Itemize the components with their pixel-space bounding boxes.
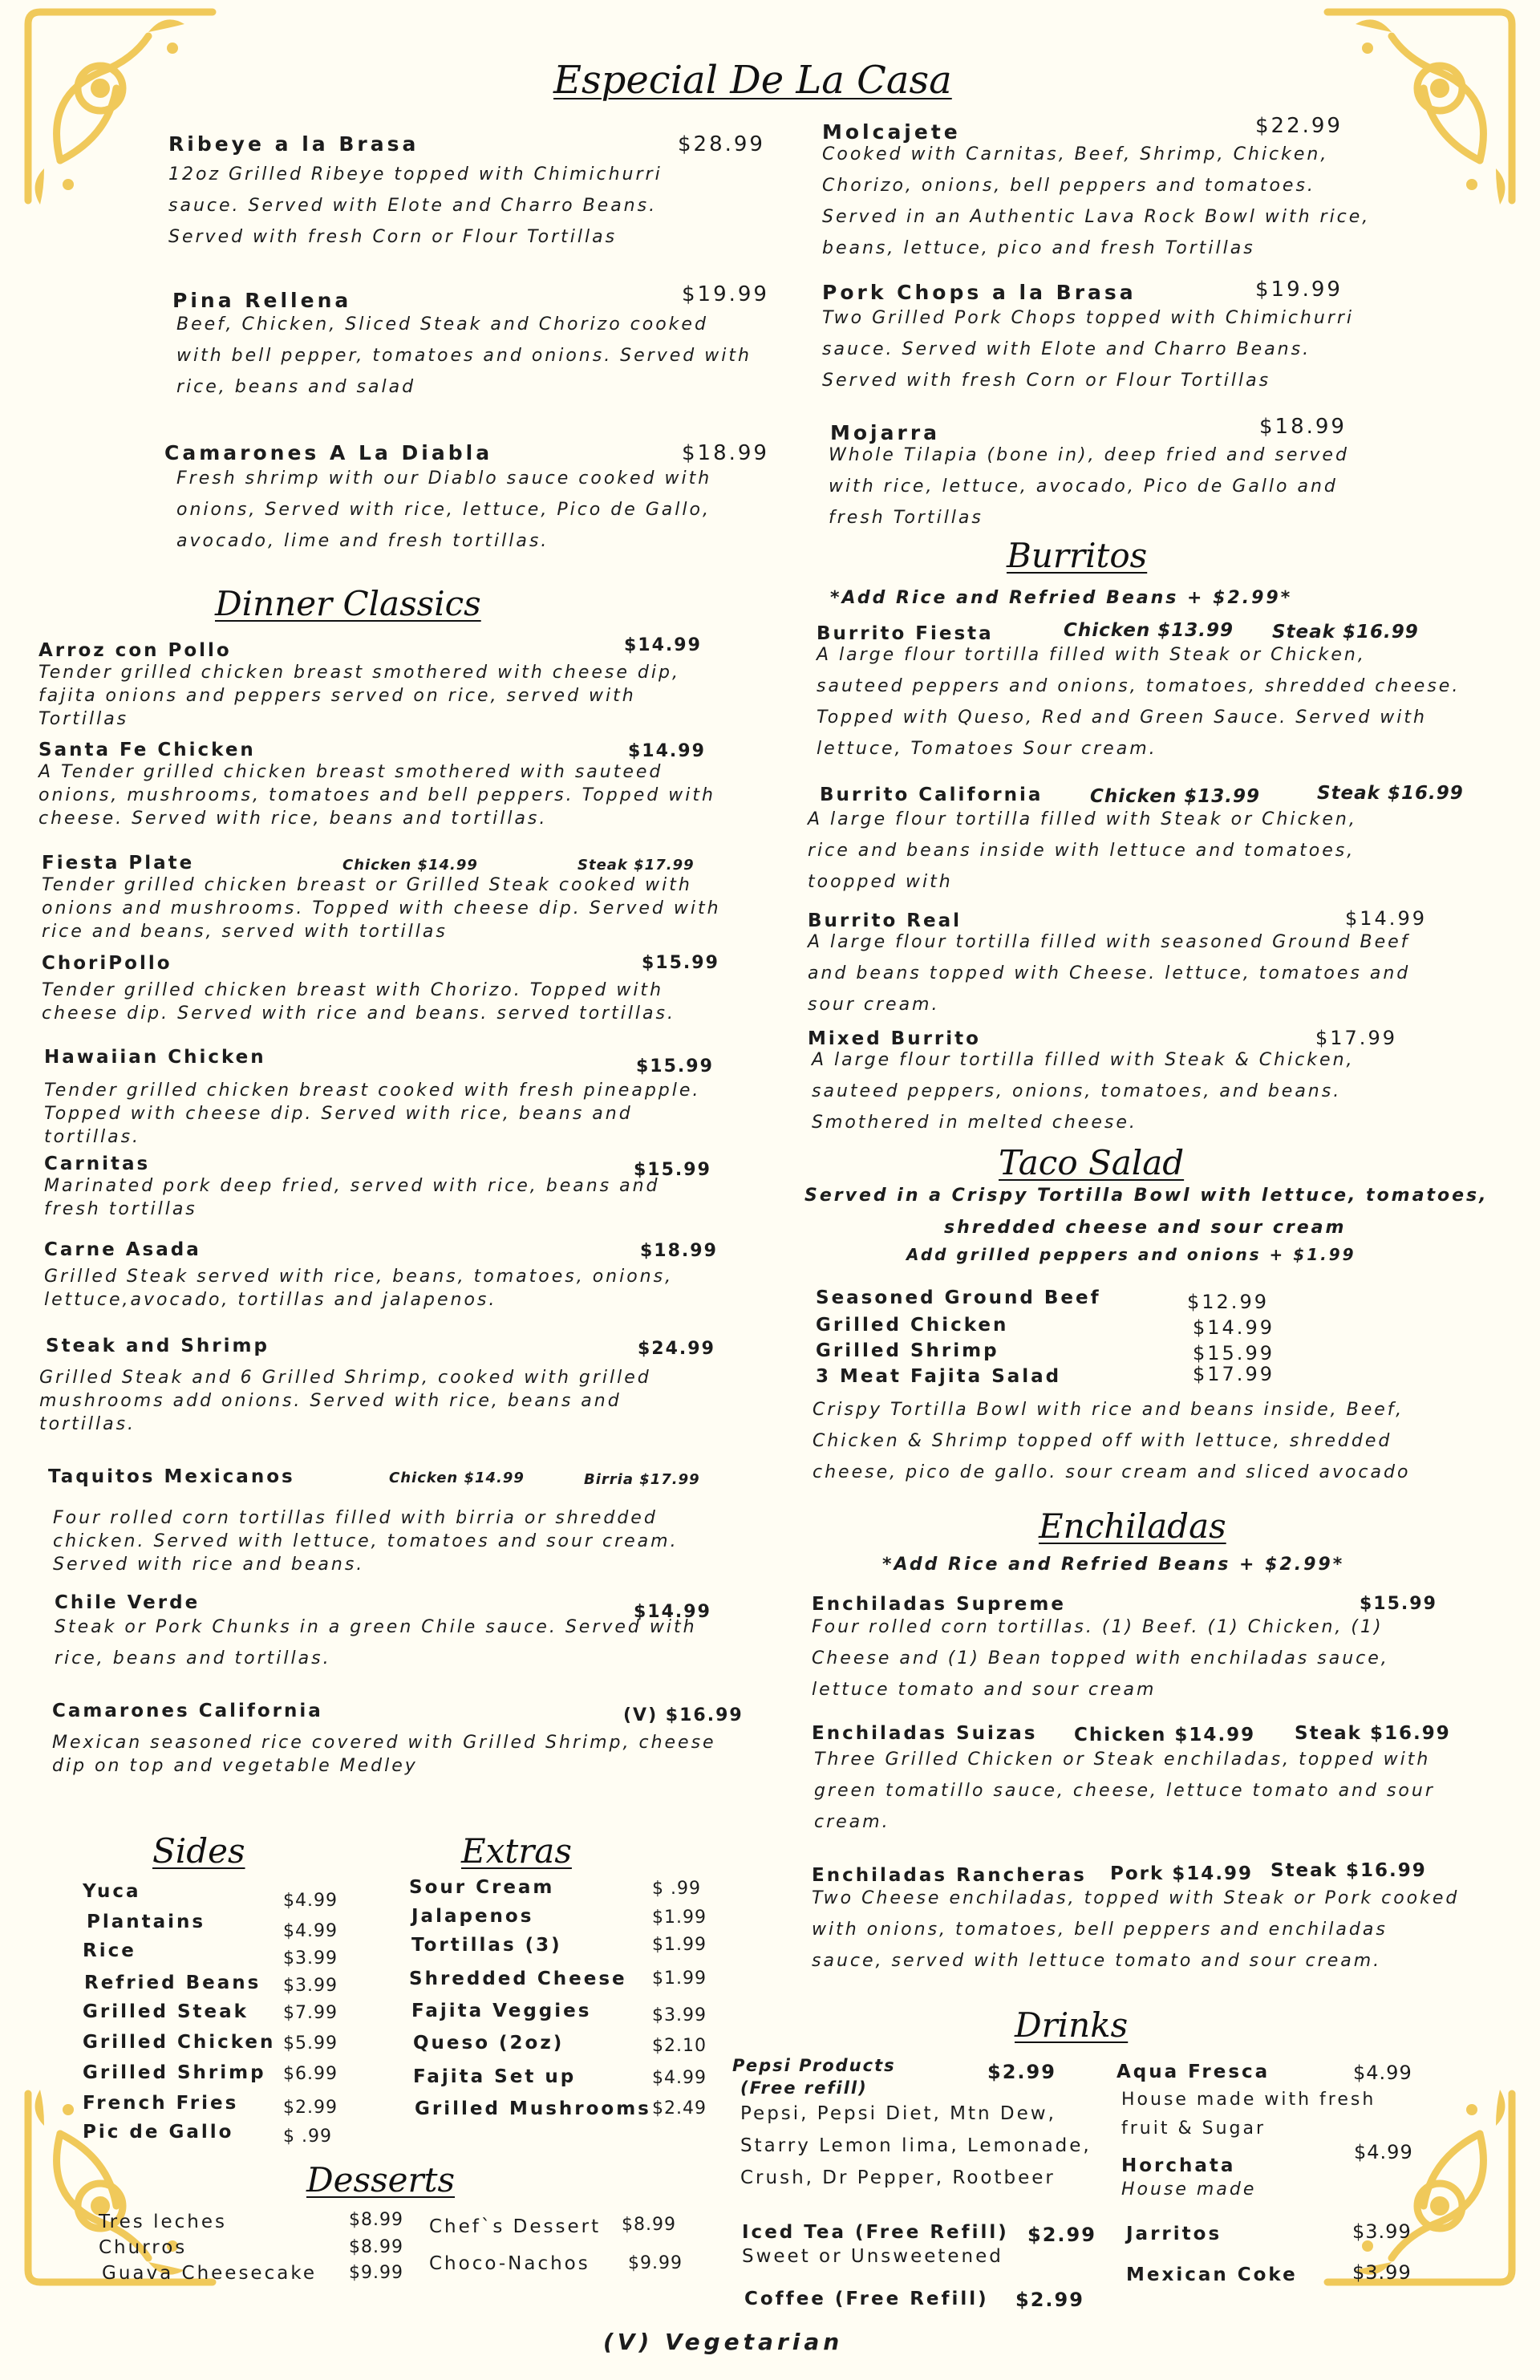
menu-item-burrito-real — [808, 907, 1514, 1020]
especial-title: Especial De La Casa — [553, 58, 952, 103]
item-name: Coffee (Free Refill) — [744, 2289, 989, 2309]
menu-item-taquitos-mexicanos — [48, 1466, 770, 1576]
burritos-title: Burritos — [1007, 536, 1148, 575]
list-item: Choco-Nachos $9.99 — [429, 2253, 683, 2274]
item-name: Enchiladas Supreme — [812, 1594, 1066, 1615]
item-name: Carne Asada — [44, 1239, 201, 1260]
item-name: Steak and Shrimp — [46, 1336, 270, 1356]
list-item: Fajita Set up $4.99 — [413, 2066, 707, 2088]
list-item: Queso (2oz) $2.10 — [413, 2033, 707, 2056]
menu-item-mixed-burrito — [808, 1028, 1514, 1138]
item-price: $19.99 — [682, 282, 769, 306]
item-desc: Tender grilled chicken breast smothered with cheese dip, fajita onions and peppers served on rice, served with Tortillas — [38, 663, 680, 729]
list-item: Guava Cheesecake $9.99 — [102, 2263, 403, 2284]
list-item: Shredded Cheese $1.99 — [409, 1968, 707, 1989]
item-price: $19.99 — [1255, 278, 1343, 302]
item-desc: Tender grilled chicken breast cooked with fresh pineapple. Topped with cheese dip. Served with rice, beans and tortillas. — [44, 1081, 701, 1147]
drinks-title: Drinks — [1015, 2005, 1129, 2045]
item-name: Aqua Fresca — [1116, 2062, 1270, 2082]
item-name: ChoriPollo — [42, 953, 172, 974]
menu-item-mojarra — [829, 415, 1456, 533]
list-item: Jalapenos $1.99 — [411, 1906, 707, 1928]
item-name: Mojarra — [830, 421, 941, 444]
item-name: Burrito California — [820, 785, 1044, 805]
menu-item-coffee — [744, 2289, 1105, 2309]
list-item: Grilled Chicken $5.99 — [83, 2032, 338, 2054]
list-item: Tortillas (3) $1.99 — [411, 1935, 707, 1956]
list-item: 3 Meat Fajita Salad $17.99 — [816, 1363, 1275, 1387]
item-name: Jarritos — [1126, 2224, 1222, 2244]
item-name: Santa Fe Chicken — [38, 740, 256, 760]
desserts-title: Desserts — [306, 2160, 456, 2200]
item-price: $4.99 — [1353, 2062, 1412, 2084]
item-desc: Four rolled corn tortillas filled with birria or shredded chicken. Served with lettuce, tomatoes and sour cream. Served with rice and beans. — [53, 1508, 679, 1575]
menu-item-iced-tea — [742, 2222, 1103, 2267]
item-price: $4.99 — [1354, 2141, 1413, 2163]
item-desc: Tender grilled chicken breast with Chorizo. Topped with cheese dip. Served with rice and beans. served tortillas. — [42, 980, 675, 1024]
item-price: $14.99 — [634, 1602, 711, 1622]
item-price: $28.99 — [678, 132, 765, 156]
menu-item-enchiladas-supreme — [812, 1594, 1518, 1705]
menu-item-pepsi-products — [732, 2056, 1117, 2194]
item-desc: Four rolled corn tortillas. (1) Beef. (1) Chicken, (1) Cheese and (1) Bean topped with enchiladas sauce, lettuce tomato and sour cream — [812, 1617, 1389, 1700]
item-desc: Tender grilled chicken breast or Grilled Steak cooked with onions and mushrooms. Topped with cheese dip. Served with rice and beans, served with tortillas — [42, 875, 721, 942]
menu-item-pork-chops — [822, 278, 1448, 396]
option-chicken-price: Chicken $14.99 — [342, 857, 478, 874]
menu-item-aqua-fresca — [1116, 2062, 1437, 2143]
menu-item-enchiladas-suizas — [812, 1723, 1518, 1838]
list-item: Seasoned Ground Beef $12.99 — [816, 1287, 1269, 1313]
item-name: Carnitas — [44, 1154, 151, 1174]
item-price: $15.99 — [634, 1160, 711, 1180]
item-name: Burrito Real — [808, 910, 962, 931]
item-price: $15.99 — [636, 1056, 714, 1076]
option-birria-price: Birria $17.99 — [584, 1471, 700, 1488]
item-desc: 12oz Grilled Ribeye topped with Chimichurri sauce. Served with Elote and Charro Beans. Served with fresh Corn or Flour Tortillas — [168, 164, 663, 247]
option-steak-price: Steak $16.99 — [1270, 1860, 1427, 1881]
item-desc: House made with fresh fruit & Sugar — [1121, 2090, 1376, 2139]
item-subtitle: (Free refill) — [740, 2078, 868, 2098]
item-price: $2.99 — [987, 2061, 1056, 2083]
item-price: $24.99 — [638, 1339, 715, 1359]
item-name: Enchiladas Rancheras — [812, 1865, 1087, 1886]
item-desc: Marinated pork deep fried, served with rice, beans and fresh tortillas — [44, 1176, 660, 1219]
item-price: $14.99 — [628, 741, 706, 761]
list-item: Grilled Shrimp $6.99 — [83, 2062, 338, 2084]
item-desc: Cooked with Carnitas, Beef, Shrimp, Chicken, Chorizo, onions, bell peppers and tomatoes. Served in an Authentic Lava Rock Bowl with rice, beans, lettuce, pico and fresh Tortillas — [822, 144, 1371, 258]
item-desc: Pepsi, Pepsi Diet, Mtn Dew, Starry Lemon lima, Lemonade, Crush, Dr Pepper, Rootbeer — [740, 2103, 1092, 2188]
option-steak-price: Steak $17.99 — [578, 857, 695, 874]
list-item: Pic de Gallo $ .99 — [83, 2122, 332, 2147]
list-item: Grilled Shrimp $15.99 — [816, 1340, 1275, 1364]
option-chicken-price: Chicken $13.99 — [1090, 786, 1260, 807]
item-name: Pork Chops a la Brasa — [822, 281, 1137, 304]
item-desc: Grilled Steak and 6 Grilled Shrimp, cooked with grilled mushrooms add onions. Served with rice, beans and tortillas. — [39, 1368, 651, 1434]
item-desc: Three Grilled Chicken or Steak enchiladas, topped with green tomatillo sauce, cheese, lettuce tomato and sour cream. — [814, 1750, 1435, 1832]
item-price: $15.99 — [642, 953, 719, 973]
menu-item-chile-verde — [55, 1592, 776, 1674]
menu-item-camarones-diabla — [164, 441, 774, 557]
item-desc: Mexican seasoned rice covered with Grilled Shrimp, cheese dip on top and vegetable Medley — [52, 1733, 716, 1776]
option-chicken-price: Chicken $14.99 — [1074, 1725, 1256, 1745]
list-item: Sour Cream $ .99 — [409, 1877, 701, 1899]
vegetarian-legend: (V) Vegetarian — [603, 2329, 844, 2355]
item-name: Enchiladas Suizas — [812, 1723, 1038, 1744]
item-price: $15.99 — [1360, 1594, 1437, 1614]
menu-item-molcajete — [822, 114, 1448, 264]
list-item: Chef`s Dessert $8.99 — [429, 2215, 676, 2237]
menu-item-burrito-fiesta — [817, 620, 1522, 764]
dinner-classics-title: Dinner Classics — [215, 584, 481, 623]
item-name: Ribeye a la Brasa — [168, 132, 419, 156]
desserts-list — [99, 2212, 419, 2289]
item-price: $18.99 — [640, 1241, 718, 1261]
item-price: $17.99 — [1315, 1027, 1397, 1049]
taco-salad-desc: Crispy Tortilla Bowl with rice and beans inside, Beef, Chicken & Shrimp topped off with lettuce, shredded cheese, pico de gallo. sour cream and sliced avocado — [813, 1400, 1411, 1482]
taco-salad-list — [816, 1287, 1297, 1392]
menu-item-enchiladas-rancheras — [812, 1860, 1518, 1977]
item-name: Hawaiian Chicken — [44, 1047, 266, 1068]
sides-list — [83, 1881, 347, 2151]
item-name: Fiesta Plate — [42, 853, 195, 874]
menu-item-horchata — [1121, 2141, 1442, 2200]
item-price: $14.99 — [1345, 907, 1427, 930]
item-price: $22.99 — [1255, 114, 1343, 138]
menu-item-arroz-con-pollo — [38, 635, 760, 731]
taco-salad-note-2: shredded cheese and sour cream — [944, 1218, 1347, 1238]
list-item: Tres leches $8.99 — [99, 2210, 403, 2232]
list-item: Fajita Veggies $3.99 — [411, 2001, 707, 2025]
item-desc: Grilled Steak served with rice, beans, tomatoes, onions, lettuce,avocado, tortillas and jalapenos. — [44, 1267, 674, 1310]
item-price: (V) $16.99 — [623, 1705, 744, 1725]
item-name: Horchata — [1121, 2155, 1236, 2176]
taco-salad-note-3: Add grilled peppers and onions + $1.99 — [906, 1245, 1356, 1264]
item-name: Pepsi Products — [732, 2056, 896, 2075]
sides-title: Sides — [152, 1831, 245, 1871]
taco-salad-title: Taco Salad — [999, 1143, 1185, 1182]
burritos-note: *Add Rice and Refried Beans + $2.99* — [830, 588, 1293, 608]
item-name: Mexican Coke — [1126, 2264, 1298, 2285]
item-desc: Two Grilled Pork Chops topped with Chimichurri sauce. Served with Elote and Charro Beans. Served with fresh Corn or Flour Tortillas — [822, 308, 1355, 391]
item-name: Arroz con Pollo — [38, 640, 232, 661]
list-item: French Fries $2.99 — [83, 2093, 338, 2118]
item-name: Iced Tea (Free Refill) — [742, 2222, 1009, 2243]
item-desc: House made — [1121, 2179, 1257, 2200]
menu-item-fiesta-plate — [42, 853, 764, 943]
list-item: Churros $8.99 — [99, 2237, 403, 2258]
item-price: $2.99 — [1015, 2289, 1084, 2311]
item-name: Mixed Burrito — [808, 1028, 981, 1049]
menu-item-carne-asada — [44, 1239, 766, 1312]
item-desc: A large flour tortilla filled with Steak or Chicken, sauteed peppers and onions, tomatoes, shredded cheese. Topped with Queso, Red and Green Sauce. Served with lettuce, Tomatoes Sour cream. — [817, 645, 1461, 759]
item-desc: Beef, Chicken, Sliced Steak and Chorizo cooked with bell pepper, tomatoes and onions. Served with rice, beans and salad — [176, 314, 752, 397]
list-item: Grilled Steak $7.99 — [83, 2001, 338, 2023]
menu-item-choripollo — [42, 953, 764, 1025]
menu-item-santa-fe-chicken — [38, 740, 760, 830]
extras-title: Extras — [461, 1831, 572, 1871]
item-price: $3.99 — [1352, 2220, 1412, 2243]
item-price: $3.99 — [1352, 2261, 1412, 2284]
item-name: Taquitos Mexicanos — [48, 1466, 295, 1487]
list-item: Grilled Mushrooms $2.49 — [415, 2098, 707, 2119]
menu-item-mexican-coke — [1126, 2261, 1447, 2285]
option-chicken-price: Chicken $14.99 — [389, 1470, 525, 1486]
item-desc: Sweet or Unsweetened — [742, 2246, 1003, 2267]
item-name: Molcajete — [822, 120, 961, 144]
list-item: Yuca $4.99 — [83, 1881, 338, 1911]
item-price: $14.99 — [624, 635, 702, 655]
item-name: Pina Rellena — [172, 289, 352, 312]
option-chicken-price: Chicken $13.99 — [1064, 620, 1234, 641]
item-desc: Two Cheese enchiladas, topped with Steak or Pork cooked with onions, tomatoes, bell peppers and enchiladas sauce, served with lettuce tomato and sour cream. — [812, 1888, 1460, 1971]
enchiladas-note: *Add Rice and Refried Beans + $2.99* — [882, 1555, 1345, 1575]
option-pork-price: Pork $14.99 — [1110, 1863, 1254, 1884]
list-item: Refried Beans $3.99 — [84, 1973, 338, 1996]
enchiladas-title: Enchiladas — [1039, 1506, 1226, 1546]
menu-item-hawaiian-chicken — [44, 1047, 766, 1149]
item-price: $2.99 — [1027, 2224, 1096, 2246]
option-steak-price: Steak $16.99 — [1295, 1723, 1451, 1744]
item-desc: Fresh shrimp with our Diablo sauce cooked with onions, Served with rice, lettuce, Pico de Gallo, avocado, lime and fresh tortillas. — [176, 468, 712, 551]
desserts-list-2 — [429, 2216, 694, 2282]
item-name: Camarones California — [52, 1701, 323, 1721]
extras-list — [409, 1877, 730, 2127]
menu-item-jarritos — [1126, 2220, 1447, 2244]
menu-item-pina-rellena — [172, 282, 782, 403]
taco-salad-note-1: Served in a Crispy Tortilla Bowl with lettuce, tomatoes, — [804, 1186, 1489, 1206]
item-desc: A large flour tortilla filled with Steak & Chicken, sauteed peppers, onions, tomatoes, and beans. Smothered in melted cheese. — [812, 1050, 1355, 1133]
menu-item-camarones-california — [52, 1701, 774, 1778]
item-name: Chile Verde — [55, 1592, 201, 1613]
item-desc: Steak or Pork Chunks in a green Chile sauce. Served with rice, beans and tortillas. — [55, 1617, 697, 1668]
menu-item-carnitas — [44, 1154, 766, 1221]
item-desc: Whole Tilapia (bone in), deep fried and served with rice, lettuce, avocado, Pico de Gallo and fresh Tortillas — [829, 445, 1349, 528]
item-desc: A large flour tortilla filled with Steak or Chicken, rice and beans inside with lettuce and tomatoes, toopped with — [808, 809, 1357, 892]
list-item: Grilled Chicken $14.99 — [816, 1315, 1275, 1339]
item-desc: A large flour tortilla filled with seasoned Ground Beef and beans topped with Cheese. lettuce, tomatoes and sour cream. — [808, 932, 1411, 1015]
item-price: $18.99 — [682, 441, 769, 465]
item-desc: A Tender grilled chicken breast smothered with sauteed onions, mushrooms, tomatoes and bell peppers. Topped with cheese. Served with rice, beans and tortillas. — [38, 762, 715, 829]
option-steak-price: Steak $16.99 — [1272, 622, 1419, 643]
menu-item-burrito-california — [808, 783, 1526, 898]
list-item: Rice $3.99 — [83, 1940, 338, 1968]
list-item: Plantains $4.99 — [87, 1912, 338, 1941]
item-name: Camarones A La Diabla — [164, 441, 493, 464]
option-steak-price: Steak $16.99 — [1317, 783, 1464, 804]
item-price: $18.99 — [1259, 415, 1347, 439]
menu-item-steak-and-shrimp — [39, 1336, 768, 1436]
menu-item-ribeye — [168, 132, 778, 253]
item-name: Burrito Fiesta — [817, 623, 994, 644]
